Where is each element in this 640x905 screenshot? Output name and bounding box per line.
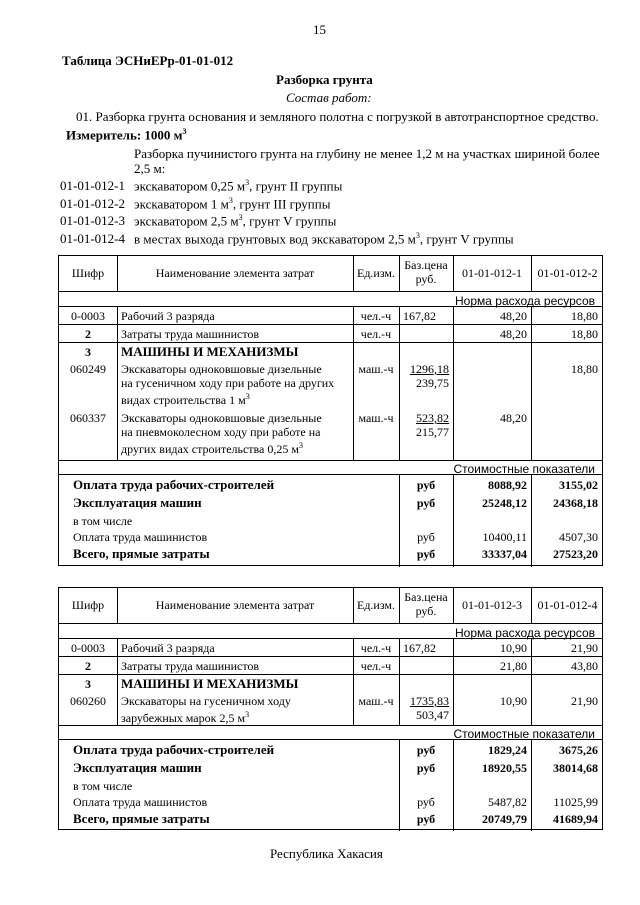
header-col-2: 01-01-012-4 <box>537 598 598 612</box>
cost-label: Эксплуатация машин <box>73 495 202 510</box>
row-price: 167,82 <box>403 309 436 323</box>
header-name: Наименование элемента затрат <box>155 598 315 612</box>
work-composition-title: Состав работ: <box>286 90 372 105</box>
row-value-1: 21,80 <box>500 659 527 673</box>
cost-label: Оплата труда машинистов <box>73 530 208 544</box>
resource-table-1 <box>58 255 603 566</box>
cost-label: Оплата труда рабочих-строителей <box>73 477 275 492</box>
row-unit: маш.-ч <box>358 362 394 376</box>
row-price: 167,82 <box>403 641 436 655</box>
row-name: Затраты труда машинистов <box>121 327 260 341</box>
cost-label: Эксплуатация машин <box>73 760 202 775</box>
header-code: Шифр <box>71 266 105 280</box>
header-unit: Ед.изм. <box>356 598 396 612</box>
description-line-2: 2,5 м: <box>134 161 166 176</box>
row-value-2: 21,90 <box>571 641 598 655</box>
section-cost-label: Стоимостные показатели <box>453 462 595 476</box>
row-price: 523,82 215,77 <box>416 411 449 439</box>
header-col-2: 01-01-012-2 <box>537 266 598 280</box>
cost-unit: руб <box>416 743 436 757</box>
item-row: 01-01-012-1 экскаватором 0,25 $м^3$, грунт II группы <box>60 178 343 194</box>
cost-label: Всего, прямые затраты <box>73 811 210 826</box>
row-value-1: 10,90 <box>500 694 527 708</box>
cost-unit: руб <box>416 478 436 492</box>
row-value-1: 48,20 <box>500 309 527 323</box>
cost-value-2: 27523,20 <box>553 547 598 561</box>
cost-label: в том числе <box>73 779 133 793</box>
cost-value-1: 1829,24 <box>488 743 527 757</box>
cost-value-2: 38014,68 <box>553 761 598 775</box>
row-value-2: 21,90 <box>571 694 598 708</box>
section-title: Разборка грунта <box>276 72 373 87</box>
section-norm-label: Норма расхода ресурсов <box>455 294 595 308</box>
row-code: 060337 <box>70 411 106 425</box>
cost-value-2: 4507,30 <box>559 530 598 544</box>
row-unit: маш.-ч <box>358 411 394 425</box>
row-value-1: 10,90 <box>500 641 527 655</box>
row-unit: чел.-ч <box>360 327 392 341</box>
cost-value-2: 11025,99 <box>553 795 598 809</box>
section-norm-label: Норма расхода ресурсов <box>455 626 595 640</box>
meter: Измеритель: 1000 $м^3$ <box>66 127 187 143</box>
row-name: МАШИНЫ И МЕХАНИЗМЫ <box>121 676 299 691</box>
row-value-1: 48,20 <box>500 327 527 341</box>
row-name: Рабочий 3 разряда <box>121 641 215 655</box>
row-code: 2 <box>85 659 91 673</box>
item-row: 01-01-012-2 экскаватором 1 $м^3$, грунт III группы <box>60 196 331 212</box>
row-name: Затраты труда машинистов <box>121 659 260 673</box>
cost-unit: руб <box>417 795 435 809</box>
header-name: Наименование элемента затрат <box>155 266 315 280</box>
cost-value-1: 10400,11 <box>482 530 527 544</box>
cost-unit: руб <box>416 761 436 775</box>
cost-unit: руб <box>416 547 436 561</box>
row-code: 3 <box>85 345 91 359</box>
row-name: Экскаваторы одноковшовые дизельные на гусеничном ходу при работе на других видах строительства 1 $м^3$ <box>121 362 335 407</box>
row-code: 0-0003 <box>71 309 105 323</box>
cost-label: в том числе <box>73 514 133 528</box>
cost-value-2: 41689,94 <box>553 812 598 826</box>
cost-value-2: 3675,26 <box>559 743 598 757</box>
section-cost-label: Стоимостные показатели <box>453 727 595 741</box>
cost-label: Оплата труда рабочих-строителей <box>73 742 275 757</box>
row-price: 1735,83 503,47 <box>410 694 449 722</box>
row-unit: маш.-ч <box>358 694 394 708</box>
cost-value-2: 3155,02 <box>559 478 598 492</box>
row-code: 060249 <box>70 362 106 376</box>
header-code: Шифр <box>71 598 105 612</box>
row-value-2: 18,80 <box>571 309 598 323</box>
cost-value-1: 8088,92 <box>488 478 527 492</box>
row-code: 0-0003 <box>71 641 105 655</box>
header-col-1: 01-01-012-3 <box>462 598 522 612</box>
row-value-2: 18,80 <box>571 362 598 376</box>
cost-value-1: 18920,55 <box>482 761 527 775</box>
row-code: 060260 <box>70 694 106 708</box>
work-item: 01. Разборка грунта основания и земляного полотна с погрузкой в автотранспортное средство. <box>76 109 599 124</box>
cost-value-2: 24368,18 <box>553 496 598 510</box>
cost-unit: руб <box>416 496 436 510</box>
row-code: 3 <box>85 677 91 691</box>
row-name: Экскаваторы одноковшовые дизельные на пневмоколесном ходу при работе на других видах строительства 0,25 $м^3$ <box>121 411 322 456</box>
row-unit: чел.-ч <box>360 309 392 323</box>
row-unit: чел.-ч <box>360 659 392 673</box>
header-price: Баз.цена руб. <box>404 258 448 286</box>
item-row: 01-01-012-4 в местах выхода грунтовых вод экскаватором 2,5 $м^3$, грунт V группы <box>60 231 514 247</box>
header-unit: Ед.изм. <box>356 266 396 280</box>
cost-unit: руб <box>417 530 435 544</box>
cost-value-1: 25248,12 <box>482 496 527 510</box>
description-line-1: Разборка пучинистого грунта на глубину не менее 1,2 м на участках шириной более <box>134 146 600 161</box>
row-name: Экскаваторы на гусеничном ходу зарубежных марок 2,5 $м^3$ <box>121 694 291 725</box>
header-col-1: 01-01-012-1 <box>462 266 522 280</box>
row-value-2: 43,80 <box>571 659 598 673</box>
table-title: Таблица ЭСНиЕРр-01-01-012 <box>62 53 234 68</box>
row-value-2: 18,80 <box>571 327 598 341</box>
page-number: 15 <box>313 22 326 37</box>
row-name: Рабочий 3 разряда <box>121 309 215 323</box>
row-unit: чел.-ч <box>360 641 392 655</box>
header-price: Баз.цена руб. <box>404 590 448 618</box>
row-price: 1296,18 239,75 <box>410 362 449 390</box>
cost-unit: руб <box>416 812 436 826</box>
row-value-1: 48,20 <box>500 411 527 425</box>
item-row: 01-01-012-3 экскаватором 2,5 $м^3$, грунт V группы <box>60 213 337 229</box>
row-code: 2 <box>85 327 91 341</box>
cost-label: Оплата труда машинистов <box>73 795 208 809</box>
cost-value-1: 20749,79 <box>482 812 527 826</box>
cost-value-1: 5487,82 <box>488 795 527 809</box>
resource-table-2 <box>58 587 603 830</box>
row-name: МАШИНЫ И МЕХАНИЗМЫ <box>121 344 299 359</box>
cost-label: Всего, прямые затраты <box>73 546 210 561</box>
page-footer: Республика Хакасия <box>270 846 383 861</box>
cost-value-1: 33337,04 <box>482 547 527 561</box>
